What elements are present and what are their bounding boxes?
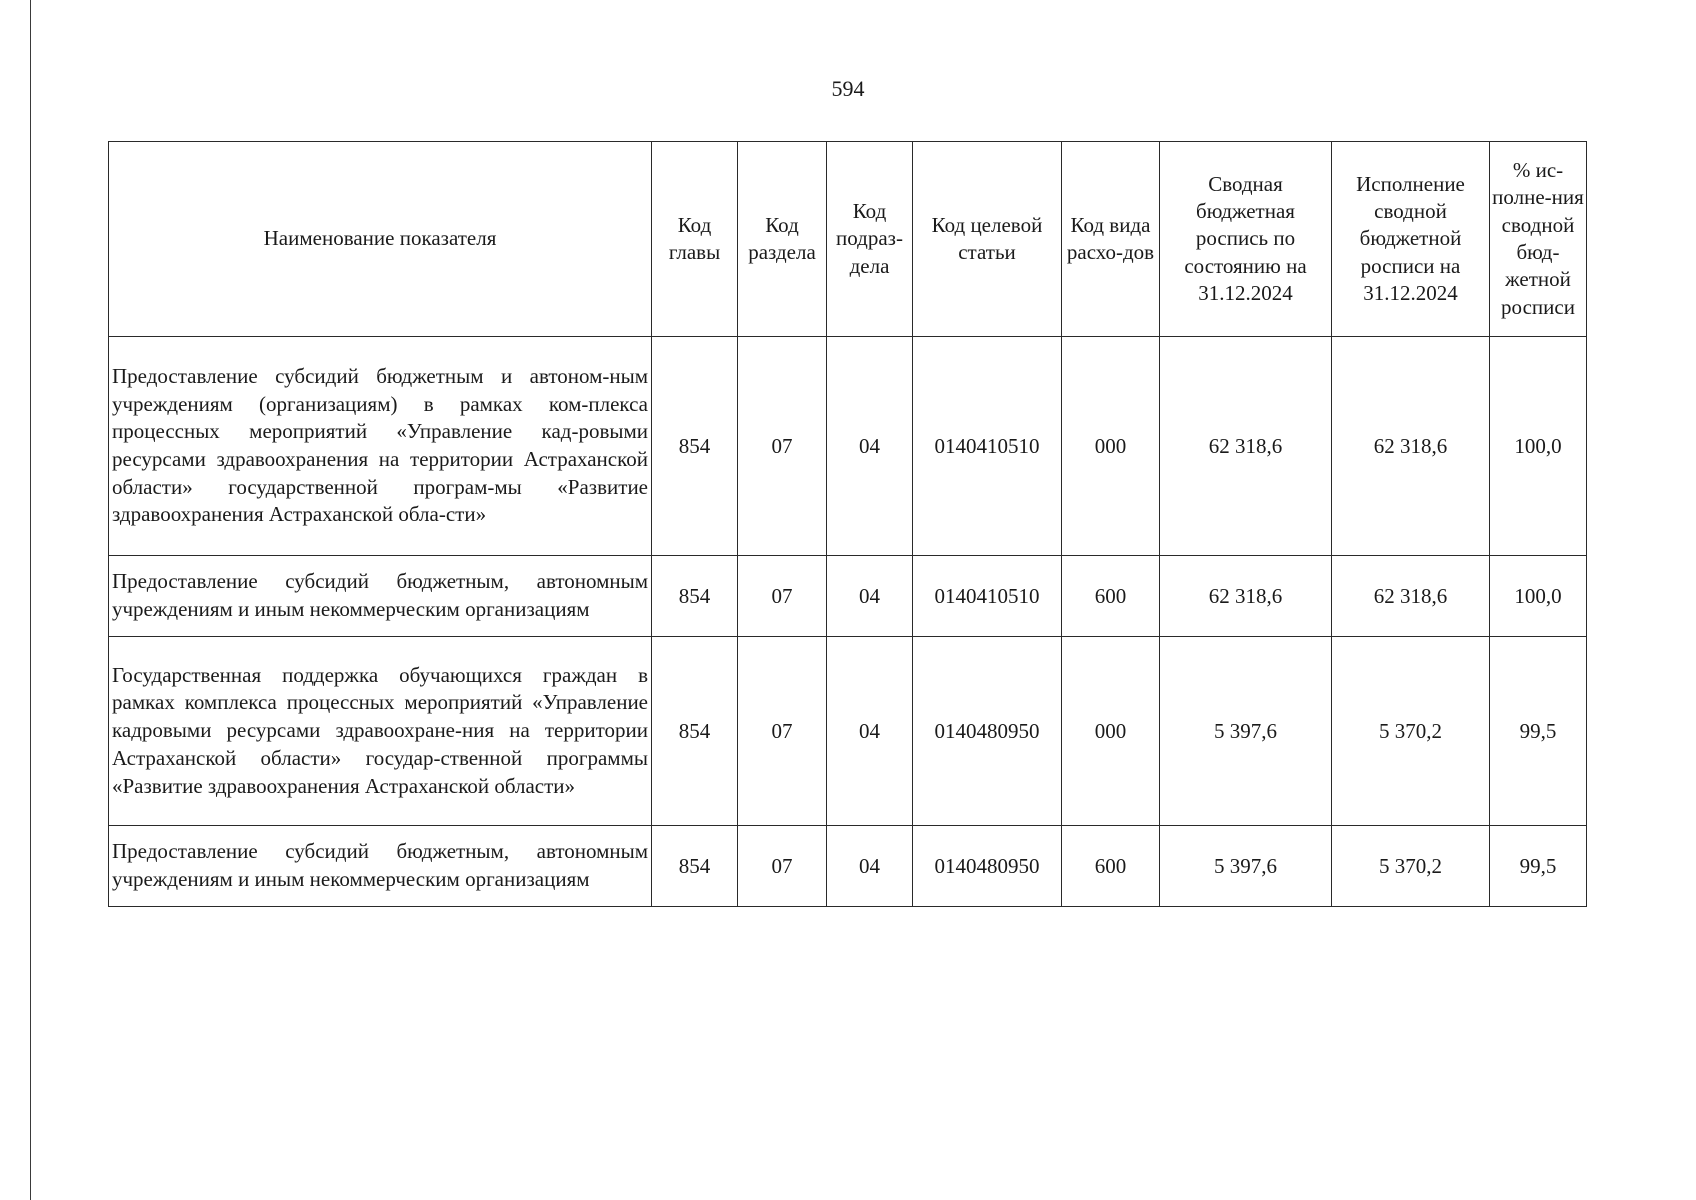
budget-execution-table (108, 141, 1587, 907)
row-planned-amount: 62 318,6 (1160, 337, 1332, 556)
header-target-code: Код целевой статьи (913, 142, 1062, 337)
row-chapter-code: 854 (652, 337, 738, 556)
table-row (109, 337, 1587, 556)
row-section-code: 07 (738, 337, 827, 556)
row-execution-percent: 100,0 (1490, 556, 1587, 637)
row-subsection-code: 04 (827, 826, 913, 907)
row-expense-type-code: 000 (1062, 637, 1160, 826)
row-execution-percent: 100,0 (1490, 337, 1587, 556)
row-name: Предоставление субсидий бюджетным, автономным учреждениям и иным некоммерческим организациям (109, 826, 652, 907)
row-chapter-code: 854 (652, 556, 738, 637)
row-target-code: 0140410510 (913, 337, 1062, 556)
table-row (109, 637, 1587, 826)
table-row (109, 826, 1587, 907)
row-subsection-code: 04 (827, 637, 913, 826)
row-planned-amount: 5 397,6 (1160, 826, 1332, 907)
page-number: 594 (831, 76, 865, 101)
row-expense-type-code: 600 (1062, 826, 1160, 907)
header-execution-percent: % ис-полне-ния сводной бюд-жетной росписи (1490, 142, 1587, 337)
header-executed-budget: Исполнение сводной бюджетной росписи на 31.12.2024 (1332, 142, 1490, 337)
row-execution-percent: 99,5 (1490, 637, 1587, 826)
header-expense-type-code: Код вида расхо-дов (1062, 142, 1160, 337)
table-row (109, 556, 1587, 637)
row-chapter-code: 854 (652, 637, 738, 826)
header-subsection-code: Код подраз-дела (827, 142, 913, 337)
header-planned-budget: Сводная бюджетная роспись по состоянию на 31.12.2024 (1160, 142, 1332, 337)
row-planned-amount: 5 397,6 (1160, 637, 1332, 826)
row-name: Государственная поддержка обучающихся граждан в рамках комплекса процессных мероприятий «Управление кадровыми ресурсами здравоохране-ния на территории Астраханской области» государ-ственной программы «Развитие здравоохранения Астраханской области» (109, 637, 652, 826)
row-section-code: 07 (738, 556, 827, 637)
scan-edge-line (30, 0, 31, 1200)
header-section-code: Код раздела (738, 142, 827, 337)
row-executed-amount: 5 370,2 (1332, 826, 1490, 907)
row-expense-type-code: 600 (1062, 556, 1160, 637)
table-header-row (109, 142, 1587, 337)
row-name: Предоставление субсидий бюджетным, автономным учреждениям и иным некоммерческим организациям (109, 556, 652, 637)
row-executed-amount: 62 318,6 (1332, 337, 1490, 556)
row-section-code: 07 (738, 637, 827, 826)
row-subsection-code: 04 (827, 337, 913, 556)
row-target-code: 0140410510 (913, 556, 1062, 637)
row-target-code: 0140480950 (913, 826, 1062, 907)
row-planned-amount: 62 318,6 (1160, 556, 1332, 637)
row-execution-percent: 99,5 (1490, 826, 1587, 907)
row-expense-type-code: 000 (1062, 337, 1160, 556)
row-chapter-code: 854 (652, 826, 738, 907)
row-executed-amount: 5 370,2 (1332, 637, 1490, 826)
row-target-code: 0140480950 (913, 637, 1062, 826)
row-executed-amount: 62 318,6 (1332, 556, 1490, 637)
row-section-code: 07 (738, 826, 827, 907)
header-chapter-code: Код главы (652, 142, 738, 337)
header-name: Наименование показателя (109, 142, 652, 337)
row-name: Предоставление субсидий бюджетным и автоном-ным учреждениям (организациям) в рамках ком-плекса процессных мероприятий «Управление кад-ровыми ресурсами здравоохранения на территории Астраханской области» государственной програм-мы «Развитие здравоохранения Астраханской обла-сти» (109, 337, 652, 556)
row-subsection-code: 04 (827, 556, 913, 637)
